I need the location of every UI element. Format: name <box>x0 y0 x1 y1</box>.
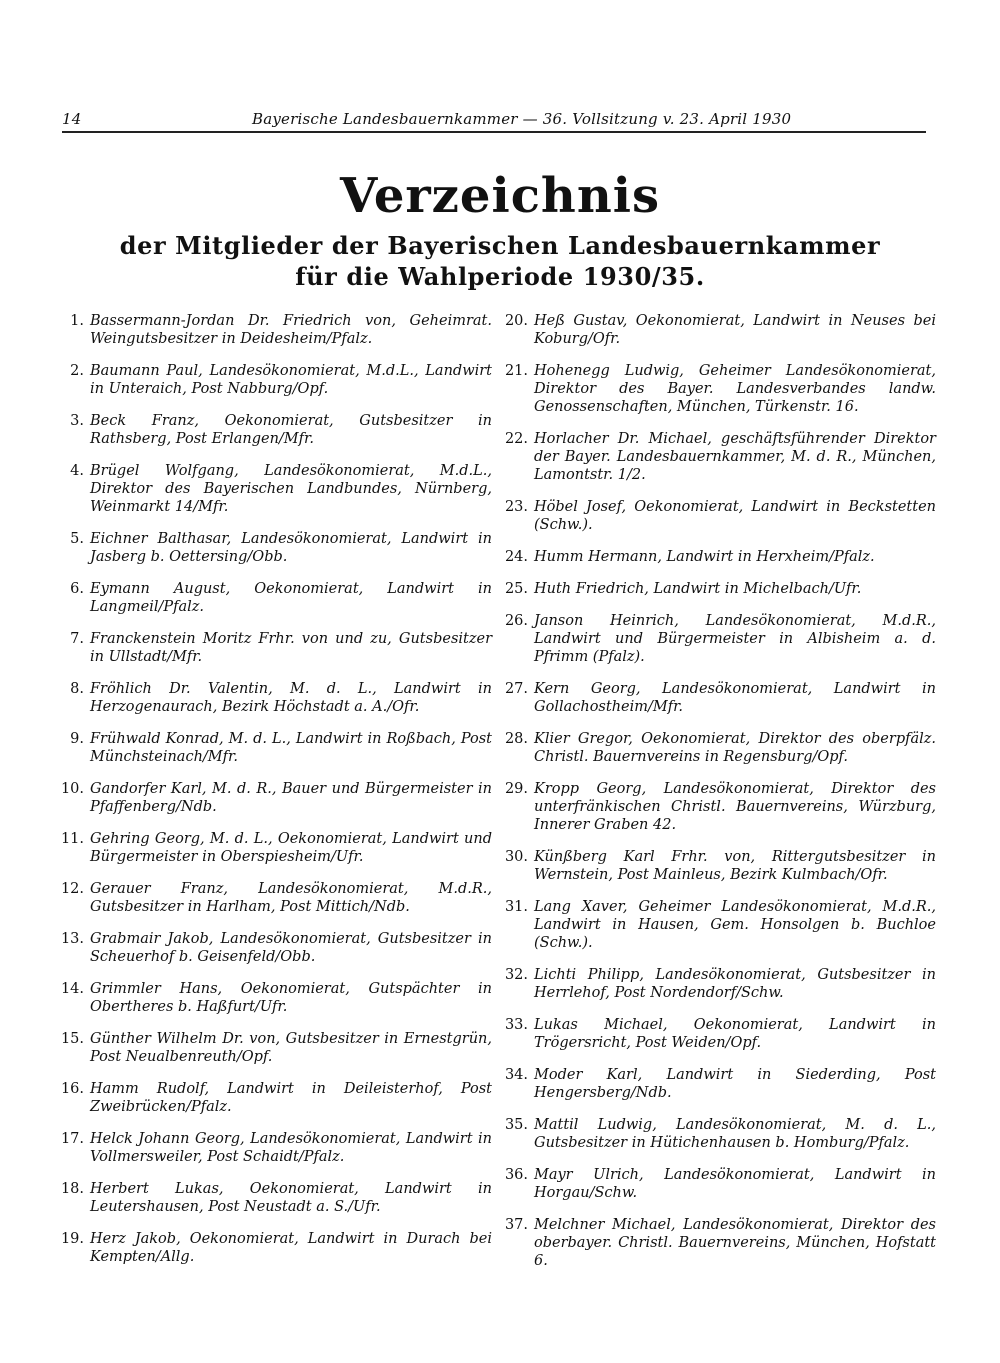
member-text: Gandorfer Karl, M. d. R., Bauer und Bürgermeister in Pfaffenberg/Ndb. <box>90 781 492 815</box>
member-number: 3. <box>70 413 84 429</box>
member-entry <box>500 362 936 416</box>
member-text: Baumann Paul, Landesökonomierat, M.d.L., Landwirt in Unteraich, Post Nabburg/Opf. <box>90 363 492 397</box>
member-number: 35. <box>504 1117 528 1133</box>
member-number: 2. <box>70 363 84 379</box>
member-entry <box>500 548 936 566</box>
member-number: 7. <box>70 631 84 647</box>
member-text: Grimmler Hans, Oekonomierat, Gutspächter in Obertheres b. Haßfurt/Ufr. <box>90 981 492 1015</box>
member-number: 19. <box>60 1231 84 1247</box>
member-entry <box>56 830 492 866</box>
member-text: Lichti Philipp, Landesökonomierat, Gutsbesitzer in Herrlehof, Post Nordendorf/Schw. <box>534 967 936 1001</box>
member-number: 23. <box>504 499 528 515</box>
member-number: 22. <box>504 431 528 447</box>
member-entry <box>500 966 936 1002</box>
member-number: 30. <box>504 849 528 865</box>
member-text: Horlacher Dr. Michael, geschäftsführender Direktor der Bayer. Landesbauernkammer, M. d. R., München, Lamontstr. 1/2. <box>534 431 936 483</box>
member-entry <box>56 1030 492 1066</box>
member-text: Beck Franz, Oekonomierat, Gutsbesitzer in Rathsberg, Post Erlangen/Mfr. <box>90 413 492 447</box>
member-number: 1. <box>70 313 84 329</box>
member-text: Franckenstein Moritz Frhr. von und zu, Gutsbesitzer in Ullstadt/Mfr. <box>90 631 492 665</box>
member-text: Gerauer Franz, Landesökonomierat, M.d.R., Gutsbesitzer in Harlham, Post Mittich/Ndb. <box>90 881 492 915</box>
member-entry <box>500 312 936 348</box>
running-header <box>62 110 932 132</box>
member-number: 26. <box>504 613 528 629</box>
running-title: Bayerische Landesbauernkammer — 36. Vollsitzung v. 23. April 1930 <box>252 110 792 128</box>
member-text: Herbert Lukas, Oekonomierat, Landwirt in Leutershausen, Post Neustadt a. S./Ufr. <box>90 1181 492 1215</box>
member-entry <box>56 930 492 966</box>
member-entry <box>56 630 492 666</box>
member-number: 29. <box>504 781 528 797</box>
member-number: 20. <box>504 313 528 329</box>
member-entry <box>56 730 492 766</box>
member-text: Kern Georg, Landesökonomierat, Landwirt in Gollachostheim/Mfr. <box>534 681 936 715</box>
member-entry <box>56 980 492 1016</box>
member-entry <box>500 680 936 716</box>
member-number: 18. <box>60 1181 84 1197</box>
member-text: Mayr Ulrich, Landesökonomierat, Landwirt in Horgau/Schw. <box>534 1167 936 1201</box>
member-entry <box>500 612 936 666</box>
member-text: Lukas Michael, Oekonomierat, Landwirt in Trögersricht, Post Weiden/Opf. <box>534 1017 936 1051</box>
member-text: Kropp Georg, Landesökonomierat, Direktor des unterfränkischen Christl. Bauernvereins, Würzburg, Innerer Graben 42. <box>534 781 936 833</box>
member-number: 21. <box>504 363 528 379</box>
member-entry <box>56 580 492 616</box>
member-number: 28. <box>504 731 528 747</box>
member-text: Helck Johann Georg, Landesökonomierat, Landwirt in Vollmersweiler, Post Schaidt/Pfalz. <box>90 1131 492 1165</box>
member-number: 5. <box>70 531 84 547</box>
member-text: Moder Karl, Landwirt in Siederding, Post Hengersberg/Ndb. <box>534 1067 936 1101</box>
member-entry <box>56 1130 492 1166</box>
members-column-right <box>500 312 936 1284</box>
member-entry <box>56 412 492 448</box>
member-text: Künßberg Karl Frhr. von, Rittergutsbesitzer in Wernstein, Post Mainleus, Bezirk Kulmbach/Ofr. <box>534 849 936 883</box>
member-number: 9. <box>70 731 84 747</box>
member-entry <box>500 1066 936 1102</box>
member-text: Gehring Georg, M. d. L., Oekonomierat, Landwirt und Bürgermeister in Oberspiesheim/Ufr. <box>90 831 492 865</box>
member-number: 31. <box>504 899 528 915</box>
member-text: Günther Wilhelm Dr. von, Gutsbesitzer in Ernestgrün, Post Neualbenreuth/Opf. <box>90 1031 492 1065</box>
member-entry <box>56 880 492 916</box>
member-number: 33. <box>504 1017 528 1033</box>
member-number: 15. <box>60 1031 84 1047</box>
member-entry <box>500 1016 936 1052</box>
member-entry <box>56 362 492 398</box>
member-number: 11. <box>60 831 84 847</box>
member-entry <box>500 780 936 834</box>
member-number: 16. <box>60 1081 84 1097</box>
member-text: Höbel Josef, Oekonomierat, Landwirt in Beckstetten (Schw.). <box>534 499 936 533</box>
member-entry <box>56 780 492 816</box>
member-number: 8. <box>70 681 84 697</box>
member-number: 6. <box>70 581 84 597</box>
member-text: Brügel Wolfgang, Landesökonomierat, M.d.L., Direktor des Bayerischen Landbundes, Nürnberg, Weinmarkt 14/Mfr. <box>90 463 492 515</box>
member-number: 17. <box>60 1131 84 1147</box>
member-text: Eymann August, Oekonomierat, Landwirt in Langmeil/Pfalz. <box>90 581 492 615</box>
member-number: 36. <box>504 1167 528 1183</box>
member-number: 34. <box>504 1067 528 1083</box>
member-number: 14. <box>60 981 84 997</box>
member-number: 37. <box>504 1217 528 1233</box>
member-text: Grabmair Jakob, Landesökonomierat, Gutsbesitzer in Scheuerhof b. Geisenfeld/Obb. <box>90 931 492 965</box>
subtitle-line-1: der Mitglieder der Bayerischen Landesbauernkammer <box>119 231 881 260</box>
member-text: Janson Heinrich, Landesökonomierat, M.d.R., Landwirt und Bürgermeister in Albisheim a. d. Pfrimm (Pfalz). <box>534 613 936 665</box>
member-text: Heß Gustav, Oekonomierat, Landwirt in Neuses bei Koburg/Ofr. <box>534 313 936 347</box>
member-entry <box>500 1216 936 1270</box>
member-text: Hamm Rudolf, Landwirt in Deileisterhof, Post Zweibrücken/Pfalz. <box>90 1081 492 1115</box>
member-entry <box>500 580 936 598</box>
member-number: 13. <box>60 931 84 947</box>
member-number: 24. <box>504 549 528 565</box>
page-title: Verzeichnis <box>340 168 660 224</box>
member-text: Herz Jakob, Oekonomierat, Landwirt in Durach bei Kempten/Allg. <box>90 1231 492 1265</box>
member-entry <box>56 530 492 566</box>
member-number: 32. <box>504 967 528 983</box>
member-entry <box>500 498 936 534</box>
member-entry <box>500 1116 936 1152</box>
subtitle-line-2: für die Wahlperiode 1930/35. <box>295 262 705 291</box>
member-number: 4. <box>70 463 84 479</box>
member-number: 10. <box>60 781 84 797</box>
member-text: Eichner Balthasar, Landesökonomierat, Landwirt in Jasberg b. Oettersing/Obb. <box>90 531 492 565</box>
member-text: Bassermann-Jordan Dr. Friedrich von, Geheimrat. Weingutsbesitzer in Deidesheim/Pfalz. <box>90 313 492 347</box>
member-text: Lang Xaver, Geheimer Landesökonomierat, M.d.R., Landwirt in Hausen, Gem. Honsolgen b. Buchloe (Schw.). <box>534 899 936 951</box>
member-text: Mattil Ludwig, Landesökonomierat, M. d. L., Gutsbesitzer in Hütichenhausen b. Homburg/Pfalz. <box>534 1117 936 1151</box>
member-text: Humm Hermann, Landwirt in Herxheim/Pfalz. <box>534 549 875 565</box>
members-column-left <box>56 312 492 1280</box>
member-entry <box>56 462 492 516</box>
header-rule <box>62 131 926 133</box>
member-number: 25. <box>504 581 528 597</box>
member-text: Huth Friedrich, Landwirt in Michelbach/Ufr. <box>534 581 862 597</box>
member-entry <box>56 312 492 348</box>
member-text: Frühwald Konrad, M. d. L., Landwirt in Roßbach, Post Münchsteinach/Mfr. <box>90 731 492 765</box>
member-number: 27. <box>504 681 528 697</box>
member-entry <box>56 1180 492 1216</box>
member-entry <box>56 680 492 716</box>
member-entry <box>56 1080 492 1116</box>
member-text: Hohenegg Ludwig, Geheimer Landesökonomierat, Direktor des Bayer. Landesverbandes landw. Genossenschaften, München, Türkenstr. 16. <box>534 363 936 415</box>
member-entry <box>500 1166 936 1202</box>
member-entry <box>56 1230 492 1266</box>
member-entry <box>500 848 936 884</box>
member-entry <box>500 430 936 484</box>
member-entry <box>500 730 936 766</box>
member-entry <box>500 898 936 952</box>
page-number: 14 <box>62 110 82 128</box>
member-text: Fröhlich Dr. Valentin, M. d. L., Landwirt in Herzogenaurach, Bezirk Höchstadt a. A./Ofr. <box>90 681 492 715</box>
member-text: Klier Gregor, Oekonomierat, Direktor des oberpfälz. Christl. Bauernvereins in Regensburg/Opf. <box>534 731 936 765</box>
member-text: Melchner Michael, Landesökonomierat, Direktor des oberbayer. Christl. Bauernvereins, München, Hofstatt 6. <box>534 1217 936 1269</box>
member-number: 12. <box>60 881 84 897</box>
